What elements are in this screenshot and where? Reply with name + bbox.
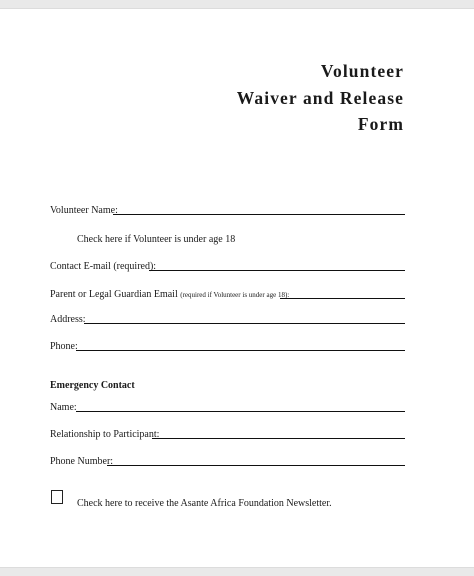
under-18-checkbox-label[interactable]: Check here if Volunteer is under age 18 xyxy=(77,234,236,245)
phone-label: Phone: xyxy=(50,341,78,352)
volunteer-name-label: Volunteer Name: xyxy=(50,205,118,216)
relationship-label: Relationship to Participant: xyxy=(50,429,160,440)
form-title-line-1: Volunteer xyxy=(320,61,404,81)
guardian-email-note: (required if Volunteer is under age 18): xyxy=(180,291,290,299)
phone-field[interactable] xyxy=(76,350,405,351)
emergency-name-label: Name: xyxy=(50,402,77,413)
address-label: Address: xyxy=(50,314,86,325)
guardian-email-field[interactable] xyxy=(280,298,405,299)
guardian-email-label-text: Parent or Legal Guardian Email xyxy=(50,289,178,300)
guardian-email-label xyxy=(50,290,289,300)
form-title-line-2: Waiver and Release xyxy=(236,88,404,108)
contact-email-field[interactable] xyxy=(149,270,405,271)
page-top-edge xyxy=(0,0,474,9)
contact-email-label: Contact E-mail (required): xyxy=(50,261,157,272)
emergency-contact-heading: Emergency Contact xyxy=(50,380,135,391)
emergency-name-field[interactable] xyxy=(76,411,405,412)
emergency-phone-field[interactable] xyxy=(107,465,405,466)
newsletter-checkbox-label[interactable]: Check here to receive the Asante Africa Foundation Newsletter. xyxy=(77,498,332,509)
form-title-line-3: Form xyxy=(357,114,404,134)
address-field[interactable] xyxy=(84,323,405,324)
page-bottom-edge xyxy=(0,567,474,576)
emergency-phone-label: Phone Number: xyxy=(50,456,114,467)
newsletter-checkbox[interactable] xyxy=(51,490,63,504)
volunteer-name-field[interactable] xyxy=(113,214,405,215)
relationship-field[interactable] xyxy=(152,438,405,439)
